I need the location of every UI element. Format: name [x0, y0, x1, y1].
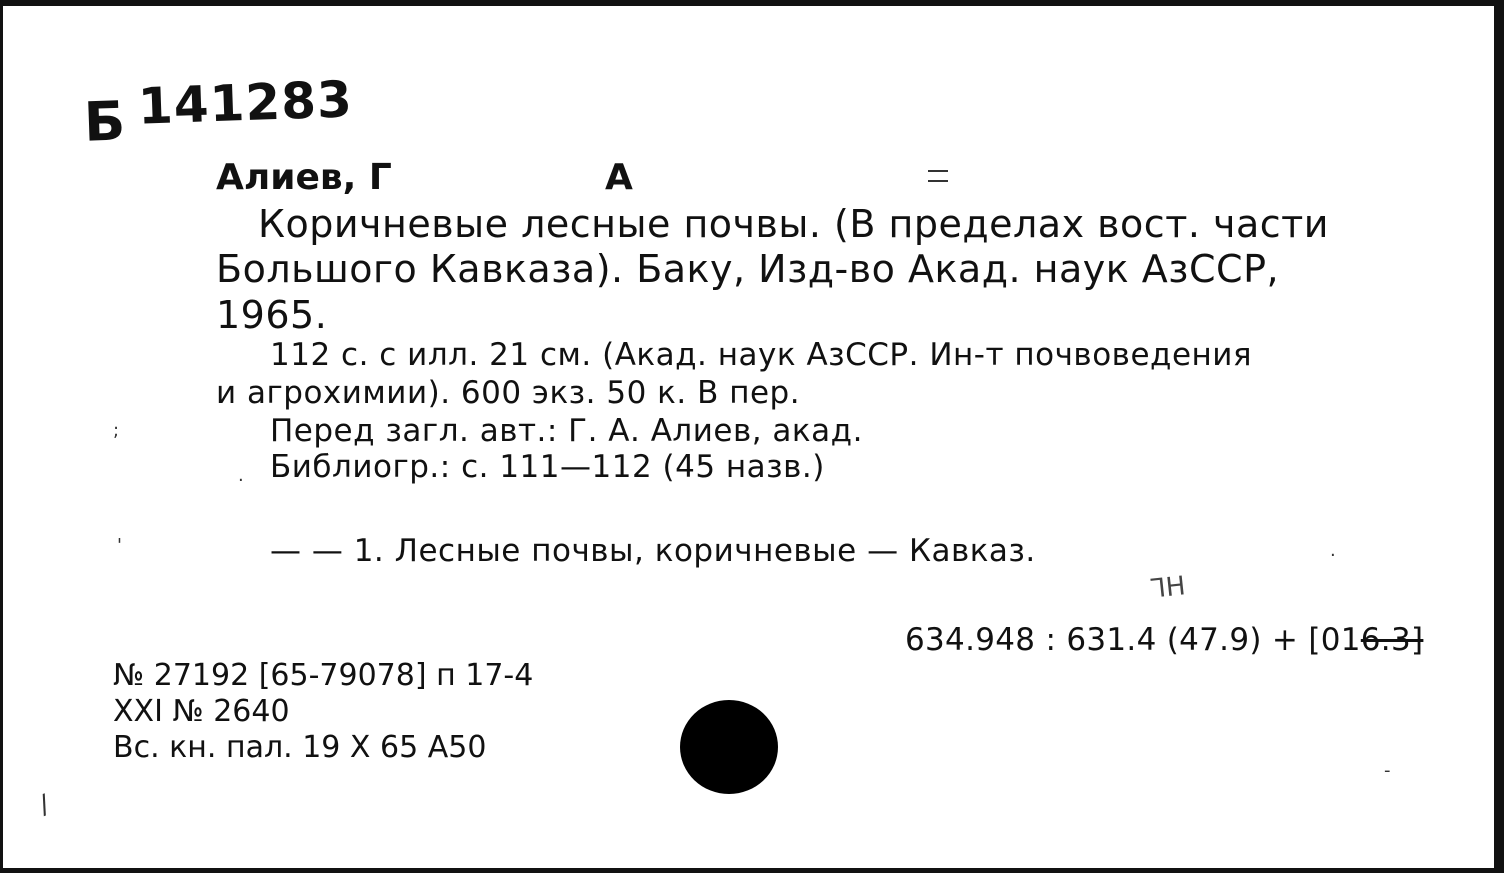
title-line-1: Коричневые лесные почвы. (В пределах вост. части	[258, 202, 1329, 246]
stray-mark: /	[35, 789, 54, 821]
card-bottom-edge	[0, 868, 1504, 873]
author-name: Алиев, Г	[216, 157, 392, 198]
registry-line-3: Вс. кн. пал. 19 X 65 А50	[113, 730, 487, 765]
equals-mark	[928, 170, 948, 182]
handwritten-mark: ᒣᕼ	[1148, 571, 1187, 605]
accession-prefix: Б	[82, 89, 128, 154]
physical-line-2: и агрохимии). 600 экз. 50 к. В пер.	[216, 375, 801, 411]
udc-classification	[905, 622, 1424, 658]
card-right-edge	[1494, 0, 1504, 873]
title-line-3: 1965.	[216, 293, 328, 337]
udc-struck: 6.3]	[1360, 622, 1424, 658]
stray-mark: ;	[113, 420, 120, 441]
note-line-1: Перед загл. авт.: Г. А. Алиев, акад.	[270, 413, 863, 449]
udc-main: 634.948 : 631.4 (47.9) + [01	[905, 622, 1361, 658]
card-left-edge	[0, 0, 3, 873]
stray-mark: -	[1384, 760, 1391, 781]
physical-line-1: 112 с. с илл. 21 см. (Акад. наук АзССР. Ин-т почвоведения	[270, 337, 1253, 373]
registry-line-1: № 27192 [65-79078] п 17-4	[113, 658, 534, 693]
stray-mark: .	[1330, 540, 1336, 561]
author-initial: А	[605, 157, 633, 198]
stray-mark: .	[238, 465, 244, 486]
accession-number: 141283	[137, 70, 354, 136]
punch-hole	[680, 700, 778, 794]
title-line-2: Большого Кавказа). Баку, Изд-во Акад. наук АзССР,	[216, 247, 1280, 291]
registry-line-2: XXI № 2640	[113, 694, 290, 729]
note-line-2: Библиогр.: с. 111—112 (45 назв.)	[270, 449, 825, 485]
stray-mark: '	[117, 535, 122, 556]
card-top-edge	[0, 0, 1504, 6]
subject-heading: — — 1. Лесные почвы, коричневые — Кавказ.	[270, 533, 1036, 569]
